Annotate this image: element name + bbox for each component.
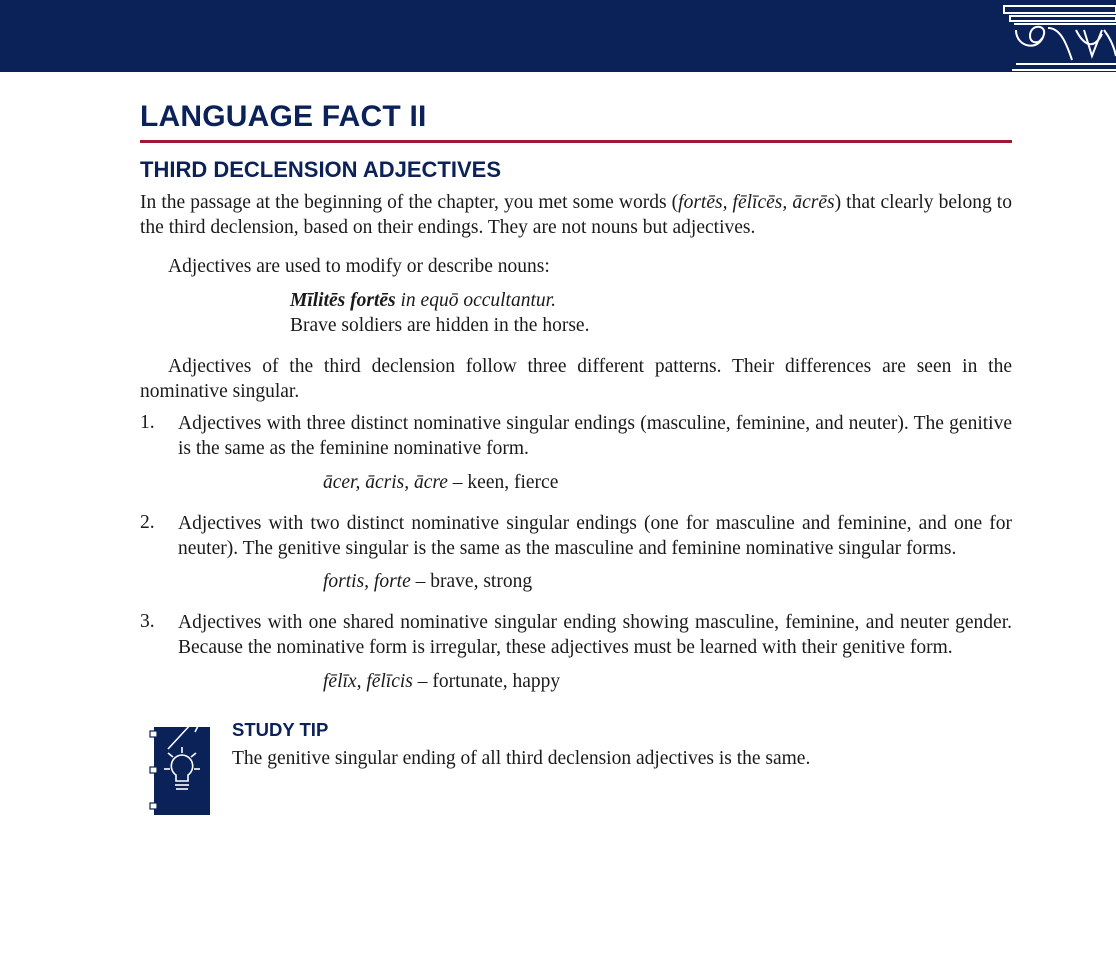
adjectives-use-line: Adjectives are used to modify or describe nouns:: [168, 255, 550, 277]
gloss-latin: fēlīx, fēlīcis: [323, 670, 413, 692]
example-latin-rest: in equō occultantur.: [395, 290, 556, 312]
gloss-english: brave, strong: [430, 571, 533, 593]
list-item-number: 3.: [140, 611, 155, 633]
list-item-text: Adjectives with one shared nominative singular ending showing masculine, feminine, and neuter gender. Because the nominative form is irregular, these adjectives must be learned with their genitive form.: [178, 612, 1012, 658]
list-item-number: 2.: [140, 511, 155, 533]
patterns-list: [140, 412, 1012, 693]
document-page: [140, 72, 1012, 829]
list-item-number: 1.: [140, 412, 155, 434]
top-banner: [0, 0, 1116, 72]
study-tip-callout: [140, 719, 1012, 829]
list-item: [140, 412, 1012, 494]
notebook-lightbulb-icon: [148, 719, 216, 819]
intro-pre: In the passage at the beginning of the chapter, you met some words (: [140, 192, 679, 213]
ionic-column-capital-icon: [986, 0, 1116, 72]
gloss-separator: –: [447, 471, 468, 493]
gloss-line: [323, 472, 1012, 494]
gloss-separator: –: [412, 670, 433, 692]
example-english-line: Brave soldiers are hidden in the horse.: [290, 315, 590, 336]
gloss-line: [323, 671, 1012, 693]
list-item-text: Adjectives with two distinct nominative singular endings (one for masculine and feminine, and one for neuter). The genitive singular is the same as the masculine and feminine nominative singular forms.: [178, 512, 1012, 559]
study-tip-text: The genitive singular ending of all third declension adjectives is the same.: [232, 747, 811, 769]
title-block: [140, 100, 1012, 183]
intro-latin-words: fortēs, fēlīcēs, ācrēs: [678, 192, 835, 213]
intro-paragraph: [140, 191, 1012, 241]
example-block: [290, 289, 1012, 339]
list-item: [140, 512, 1012, 594]
page-title: LANGUAGE FACT II: [140, 100, 427, 133]
gloss-english: keen, fierce: [467, 471, 559, 493]
gloss-english: fortunate, happy: [432, 670, 561, 692]
patterns-lead-paragraph: Adjectives of the third declension follow three different patterns. Their differences are seen in the nominative singular.: [140, 355, 1012, 402]
list-item-text: Adjectives with three distinct nominative singular endings (masculine, feminine, and neuter). The genitive is the same as the feminine nominative form.: [178, 413, 1012, 459]
gloss-line: [323, 571, 1012, 593]
gloss-separator: –: [410, 571, 431, 593]
section-subtitle: THIRD DECLENSION ADJECTIVES: [140, 157, 502, 182]
gloss-latin: fortis, forte: [323, 571, 411, 593]
title-divider: [140, 140, 1012, 143]
study-tip-body: [232, 719, 1012, 772]
example-latin-bold: Mīlitēs fortēs: [290, 290, 396, 312]
study-tip-heading: STUDY TIP: [232, 718, 329, 740]
intro-post: ) that clearly belong to the third declension, based on their endings. They are not nouns but adjectives.: [140, 192, 1012, 238]
gloss-latin: ācer, ācris, ācre: [323, 471, 448, 493]
example-latin-line: [290, 289, 1012, 314]
list-item: [140, 611, 1012, 693]
